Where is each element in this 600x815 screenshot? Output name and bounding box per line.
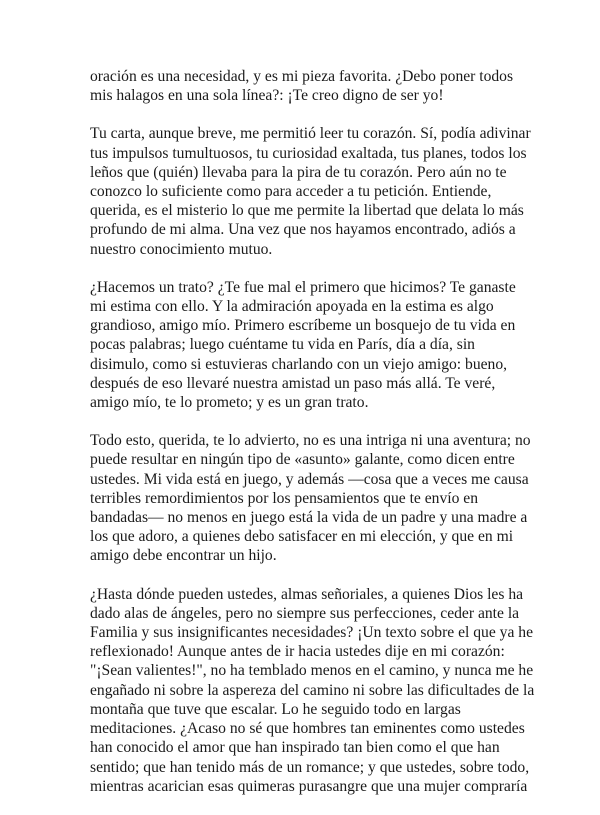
text-line: "¡Sean valientes!", no ha temblado menos en el camino, y nunca me he: [90, 662, 534, 680]
text-line: profundo de mi alma. Una vez que nos hayamos encontrado, adiós a: [90, 221, 516, 239]
text-line: mientras acarician esas quimeras purasangre que una mujer compraría: [90, 777, 528, 795]
text-line: disimulo, como si estuvieras charlando con un viejo amigo: bueno,: [90, 355, 508, 373]
paragraph-3: [90, 278, 522, 412]
text-line: montaña que tuve que escalar. Lo he seguido todo en largas: [90, 700, 461, 718]
text-line: nuestro conocimiento mutuo.: [90, 240, 273, 258]
paragraph-1: [90, 67, 522, 105]
paragraph-5: [90, 585, 535, 796]
text-line: amigo debe encontrar un hijo.: [90, 547, 277, 565]
text-line: querida, es el misterio lo que me permite la libertad que delata lo más: [90, 202, 524, 220]
text-line: reflexionado! Aunque antes de ir hacia ustedes dije en mi corazón:: [90, 643, 505, 661]
text-line: los que adoro, a quienes debo satisfacer en mi elección, y que en mi: [90, 528, 514, 546]
text-line: ¿Hacemos un trato? ¿Te fue mal el primero que hicimos? Te ganaste: [90, 278, 516, 296]
text-line: después de eso llevaré nuestra amistad un paso más allá. Te veré,: [90, 374, 496, 392]
text-line: oración es una necesidad, y es mi pieza favorita. ¿Debo poner todos: [90, 68, 514, 85]
text-line: terribles remordimientos por los pensamientos que te envío en: [90, 489, 479, 507]
paragraph-2: [90, 124, 531, 258]
text-line: sentido; que han tenido más de un romance; y que ustedes, sobre todo,: [90, 758, 530, 776]
text-line: ¿Hasta dónde pueden ustedes, almas señoriales, a quienes Dios les ha: [90, 585, 524, 603]
text-line: engañado ni sobre la aspereza del camino ni sobre las dificultades de la: [90, 681, 535, 699]
text-line: dado alas de ángeles, pero no siempre sus perfecciones, ceder ante la: [90, 604, 520, 622]
text-line: pocas palabras; luego cuéntame tu vida en París, día a día, sin: [90, 336, 475, 354]
text-line: mis halagos en una sola línea?: ¡Te creo digno de ser yo!: [90, 87, 444, 105]
text-line: Todo esto, querida, te lo advierto, no es una intriga ni una aventura; no: [90, 432, 531, 450]
text-line: Familia y sus insignificantes necesidades? ¡Un texto sobre el que ya he: [90, 624, 533, 642]
text-line: puede resultar en ningún tipo de «asunto» galante, como dicen entre: [90, 451, 515, 469]
text-line: leños que (quién) llevaba para la pira de tu corazón. Pero aún no te: [90, 163, 507, 181]
body-text: [90, 67, 535, 815]
text-line: meditaciones. ¿Acaso no sé que hombres tan eminentes como ustedes: [90, 720, 525, 738]
text-line: grandioso, amigo mío. Primero escríbeme un bosquejo de tu vida en: [90, 317, 516, 335]
paragraph-4: [90, 431, 531, 565]
text-line: amigo mío, te lo prometo; y es un gran trato.: [90, 394, 369, 412]
text-line: han conocido el amor que han inspirado tan bien como el que han: [90, 739, 500, 757]
text-line: mi estima con ello. Y la admiración apoyada en la estima es algo: [90, 298, 494, 316]
text-line: bandadas— no menos en juego está la vida de un padre y una madre a: [90, 509, 528, 527]
text-line: Tu carta, aunque breve, me permitió leer tu corazón. Sí, podía adivinar: [90, 125, 531, 143]
text-line: ustedes. Mi vida está en juego, y además —cosa que a veces me causa: [90, 470, 529, 488]
text-line: conozco lo suficiente como para acceder a tu petición. Entiende,: [90, 183, 492, 201]
text-line: tus impulsos tumultuosos, tu curiosidad exaltada, tus planes, todos los: [90, 144, 527, 162]
